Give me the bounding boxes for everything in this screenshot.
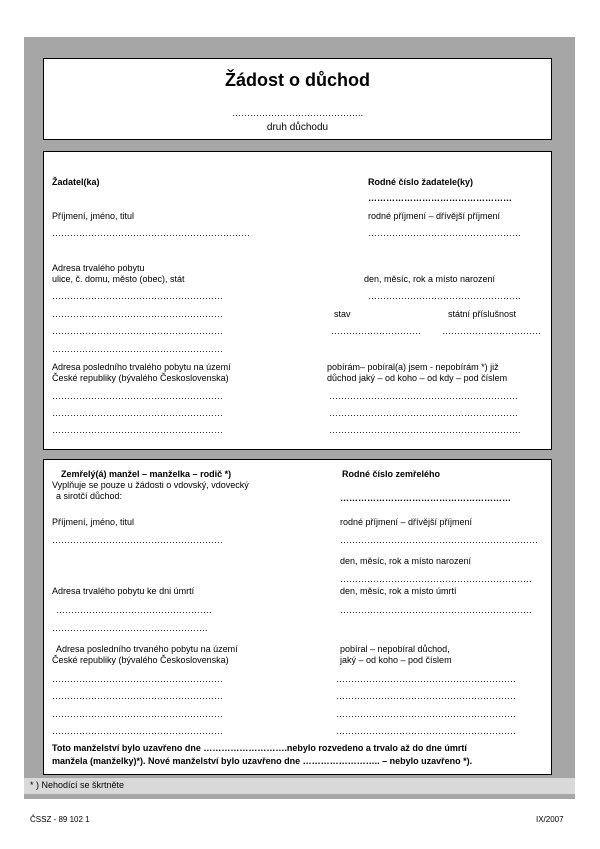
applicant-name-field[interactable]: ………………………………………………………… bbox=[52, 228, 250, 238]
deceased-pension-sublabel: jaký – od koho – pod číslem bbox=[340, 655, 452, 665]
deceased-name-label: Příjmení, jméno, titul bbox=[52, 517, 135, 527]
deceased-birth-label: den, měsíc, rok a místo narození bbox=[340, 556, 472, 566]
deceased-note: Vyplňuje se pouze u žádosti o vdovský, vdovecký bbox=[52, 480, 249, 490]
deceased-maiden-label: rodné příjmení – dřívější příjmení bbox=[340, 517, 473, 527]
deceased-pension-field-3[interactable]: …………………………………………………… bbox=[336, 709, 516, 719]
deceased-last-address-field-3[interactable]: ………………………………………………… bbox=[52, 709, 223, 719]
last-address-sublabel: České republiky (bývalého Československa) bbox=[52, 373, 229, 383]
form-code: ČSSZ - 89 102 1 bbox=[30, 815, 90, 824]
citizenship-field[interactable]: …………………………… bbox=[442, 326, 541, 336]
deceased-address-field-2[interactable]: ……………………………………………. bbox=[52, 623, 208, 633]
deceased-birth-no-heading: Rodné číslo zemřelého bbox=[342, 469, 441, 479]
deceased-last-address-sublabel: České republiky (bývalého Československa) bbox=[52, 655, 229, 665]
applicant-address-field-2[interactable]: ………………………………………………… bbox=[52, 309, 223, 319]
applicant-address-field-3[interactable]: ………………………………………………… bbox=[52, 326, 223, 336]
applicant-birth-label: den, měsíc, rok a místo narození bbox=[364, 274, 496, 284]
last-address-field-2[interactable]: ………………………………………………… bbox=[52, 408, 223, 418]
marital-status-label: stav bbox=[334, 309, 351, 319]
marriage-statement-2: manžela (manželky)*). Nové manželství bylo uzavřeno dne …………………….. – nebylo uzavřeno *). bbox=[52, 756, 473, 766]
deceased-last-address-field-1[interactable]: ………………………………………………… bbox=[52, 674, 223, 684]
form-date: IX/2007 bbox=[536, 815, 564, 824]
last-address-label: Adresa posledního trvalého pobytu na území bbox=[52, 362, 231, 372]
applicant-birth-field[interactable]: …………………………………………… bbox=[368, 291, 521, 301]
deceased-birth-no-field[interactable]: ………………………………………………… bbox=[340, 493, 511, 503]
deceased-pension-field-1[interactable]: …………………………………………………… bbox=[336, 674, 516, 684]
applicant-section bbox=[43, 151, 552, 450]
deceased-address-label: Adresa trvalého pobytu ke dni úmrtí bbox=[52, 586, 195, 596]
footnote: * ) Nehodící se škrtněte bbox=[30, 780, 125, 790]
pension-type-field[interactable]: …………………………………….. bbox=[231, 108, 363, 118]
pension-field-2[interactable]: ……………………………………………………… bbox=[329, 408, 518, 418]
last-address-field-3[interactable]: ………………………………………………… bbox=[52, 425, 223, 435]
marital-status-field[interactable]: ………………………… bbox=[331, 326, 421, 336]
applicant-heading: Žadatel(ka) bbox=[52, 177, 100, 187]
pension-status-label: pobírám– pobíral(a) jsem - nepobírám *) již bbox=[327, 362, 499, 372]
deceased-heading: Zemřelý(á) manžel – manželka – rodič *) bbox=[61, 469, 232, 479]
applicant-maiden-label: rodné příjmení – dřívější příjmení bbox=[368, 211, 501, 221]
citizenship-label: státní příslušnost bbox=[448, 309, 517, 319]
applicant-birth-no-field[interactable]: ………………………………………… bbox=[368, 193, 512, 203]
deceased-death-field[interactable]: ………………………………………………………. bbox=[340, 605, 532, 615]
deceased-death-label: den, měsíc, rok a místo úmrtí bbox=[340, 586, 457, 596]
deceased-pension-field-4[interactable]: …………………………………………………… bbox=[336, 726, 516, 736]
deceased-birth-field[interactable]: ………………………………………………………. bbox=[340, 574, 532, 584]
applicant-maiden-field[interactable]: …………………………………………… bbox=[368, 228, 521, 238]
deceased-last-address-label: Adresa posledního trvaného pobytu na území bbox=[56, 644, 238, 654]
applicant-name-label: Příjmení, jméno, titul bbox=[52, 211, 135, 221]
deceased-pension-label: pobíral – nepobíral důchod, bbox=[340, 644, 450, 654]
applicant-birth-no-heading: Rodné číslo žadatele(ky) bbox=[368, 177, 474, 187]
applicant-address-label: Adresa trvalého pobytu bbox=[52, 263, 145, 273]
pension-status-sublabel: důchod jaký – od koho – od kdy – pod číslem bbox=[327, 373, 508, 383]
pension-field-3[interactable]: ………………………………………………………. bbox=[329, 425, 521, 435]
applicant-address-field-1[interactable]: ………………………………………………… bbox=[52, 291, 223, 301]
last-address-field-1[interactable]: ………………………………………………… bbox=[52, 391, 223, 401]
deceased-last-address-field-2[interactable]: ………………………………………………… bbox=[52, 691, 223, 701]
deceased-note-2: a sirotčí důchod: bbox=[56, 491, 123, 501]
deceased-address-field-1[interactable]: ……………………………………………. bbox=[56, 605, 212, 615]
deceased-name-field[interactable]: ………………………………………………… bbox=[52, 535, 223, 545]
title-box bbox=[43, 58, 552, 140]
deceased-pension-field-2[interactable]: …………………………………………………… bbox=[336, 691, 516, 701]
pension-field-1[interactable]: ……………………………………………………… bbox=[329, 391, 518, 401]
page-title: Žádost o důchod bbox=[225, 70, 370, 90]
applicant-address-field-4[interactable]: ………………………………………………… bbox=[52, 344, 223, 354]
pension-type-label: druh důchodu bbox=[266, 122, 329, 133]
deceased-last-address-field-4[interactable]: ………………………………………………… bbox=[52, 726, 223, 736]
marriage-statement: Toto manželství bylo uzavřeno dne ……………………….nebylo rozvedeno a trvalo až do dne úmrtí bbox=[52, 743, 467, 753]
deceased-section bbox=[43, 459, 552, 775]
applicant-address-sublabel: ulice, č. domu, město (obec), stát bbox=[52, 274, 185, 284]
deceased-maiden-field[interactable]: ………………………………………………………… bbox=[340, 535, 538, 545]
